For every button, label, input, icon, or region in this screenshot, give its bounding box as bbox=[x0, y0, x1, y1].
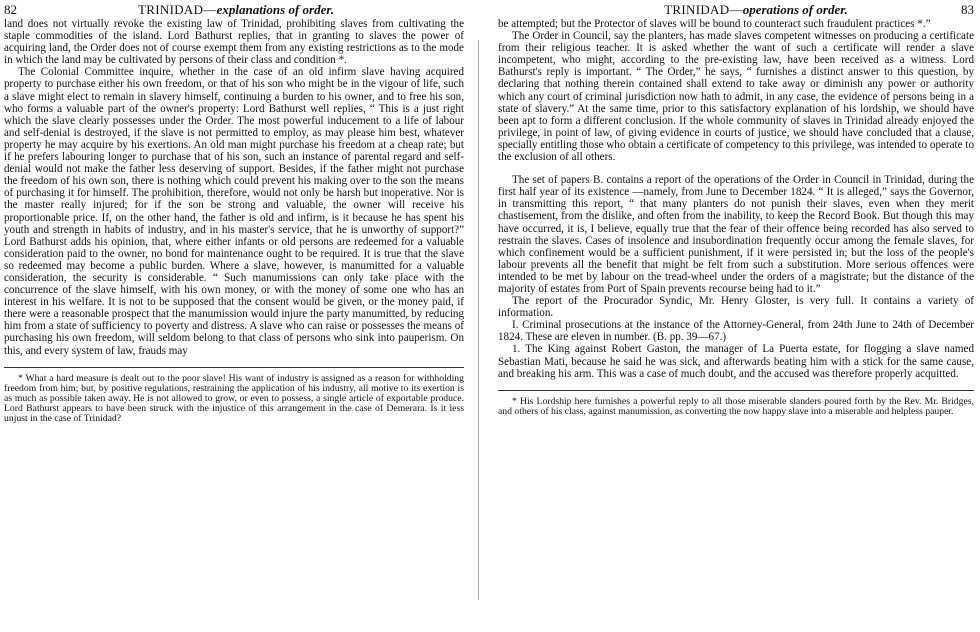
footnote-text: * His Lordship here furnishes a powerful reply to all those miserable slanders poured forth by the Rev. Mr. Bridges, and others of his class, against manumission, as converting the now happy slave into a miserable and helpless pauper. bbox=[498, 395, 974, 417]
running-head-prefix: TRINIDAD— bbox=[664, 2, 743, 17]
right-page-header bbox=[492, 2, 980, 18]
paragraph: The Order in Council, say the planters, has made slaves competent witnesses on producing a certificate from their religious teacher. It is asked whether the want of such a certificate will render a slave incompetent, who might, according to the pre-existing law, have been received as a witness. Lord Bathurst's reply is important. “ The Order,” he says, “ furnishes a distinct answer to this question, by declaring that nothing therein contained shall extend to take away or diminish any power or authority which any court of criminal jurisdiction now hath to admit, in any case, the evidence of persons being in a state of slavery.” At the same time, prior to this satisfactory explanation of his lordship, we should have been apt to form a different conclusion. If the whole community of slaves in Trinidad already enjoyed the privilege, in point of law, of giving evidence in courts of justice, we should have concluded that a clause, specially entitling those who obtain a certificate of competency to this privilege, was intended to operate to the exclusion of all others. bbox=[498, 30, 974, 164]
page-number: 82 bbox=[4, 2, 17, 17]
paragraph: The set of papers B. contains a report of the operations of the Order in Council in Trinidad, during the first half year of its existence —namely, from June to December 1824. “ It is alleged,” says the Governor, in transmitting this report, “ that many planters do not punish their slaves, even when they merit chastisement, from the dislike, and often from the inability, to keep the Record Book. But though this may have occurred, it is, I believe, equally true that the fear of their offence being recorded has also served to restrain the slaves. Cases of insolence and insubordination frequently occur among the female slaves, for which confinement would be a sufficient punishment, if it were persisted in; but the loss of the people's labour prevents all the benefit that might be felt from such a substitution. More serious offences were intended to be met by labour on the tread-wheel under the orders of a magistrate; but the distance of the majority of estates from Port of Spain prevents recourse being had to it.” bbox=[498, 174, 974, 295]
running-head-title: explanations of order. bbox=[216, 2, 334, 17]
running-head-title: operations of order. bbox=[742, 2, 848, 17]
left-page-header bbox=[0, 2, 472, 18]
body-text bbox=[498, 18, 974, 380]
running-head-prefix: TRINIDAD— bbox=[138, 2, 217, 17]
book-gutter bbox=[478, 40, 485, 600]
paragraph: land does not virtually revoke the existing law of Trinidad, prohibiting slaves from cultivating the staple commodities of the island. Lord Bathurst replies, that in granting to slaves the power of acquiring land, the Order does not of course exempt them from any existing restrictions as to the mode in which the land may be cultivated by persons of their class and condition *. bbox=[4, 18, 464, 67]
running-head bbox=[492, 2, 980, 18]
paragraph: be attempted; but the Protector of slaves will be bound to counteract such fraudulent practices *.” bbox=[498, 18, 931, 30]
left-page bbox=[0, 0, 472, 632]
right-page bbox=[492, 0, 980, 632]
page-number: 83 bbox=[961, 2, 974, 17]
running-head bbox=[0, 2, 472, 18]
footnote-rule bbox=[4, 367, 464, 368]
paragraph: I. Criminal prosecutions at the instance of the Attorney-General, from 24th June to 24th of December 1824. These are eleven in number. (B. pp. 39—67.) bbox=[498, 319, 974, 344]
body-text bbox=[4, 18, 464, 357]
footnote bbox=[4, 374, 464, 424]
paragraph: The report of the Procurador Syndic, Mr. Henry Gloster, is very full. It contains a variety of information. bbox=[498, 295, 974, 320]
footnote-text: * What a hard measure is dealt out to the poor slave! His want of industry is assigned as a reason for withholding freedom from him; but, by positive regulations, restraining the application of his industry, all motive to its exertion is as much as possible taken away. He is not allowed to grow, or even to possess, a single article of exportable produce. Lord Bathurst appears to have been struck with the injustice of this arrangement in the case of Demerara. Is it less unjust in the case of Trinidad? bbox=[4, 372, 464, 424]
footnote-rule bbox=[498, 390, 974, 391]
paragraph: 1. The King against Robert Gaston, the manager of La Puerta estate, for flogging a slave named Sebastian Mati, because he said he was sick, and afterwards beating him with a stick for the same cause, and breaking his arm. This was a case of much doubt, and the accused was therefore properly acquitted. bbox=[498, 343, 974, 380]
footnote bbox=[498, 397, 974, 417]
paragraph: The Colonial Committee inquire, whether in the case of an old infirm slave having acquired property to purchase either his own freedom, or that of his son who might be in the vigour of life, such a slave might elect to remain in slavery himself, continuing a burden to his owner, and to free his son, who forms a valuable part of the owner's property: Lord Bathurst well replies, “ This is a just right which the slave clearly possesses under the Order. The most powerful inducement to a life of labour and self-denial is destroyed, if the slave is not permitted to employ, as may please him best, whatever property he may acquire by his exertions. An old man might purchase his freedom at a cheap rate; but if he prefers labouring longer to purchase that of his son, such an instance of parental regard and self-denial would not make the father less deserving of support. Besides, if the father might not purchase the freedom of his own son, there is nothing which could prevent his making over to the son the means of purchasing it for himself. The prohibition, therefore, would not only be harsh but inoperative. Nor is the master really injured; for if the son be strong and valuable, the owner will receive his proportionable price. If, on the other hand, the father is old and infirm, is it because he has spent his youth and strength in habits of industry, and in his master's service, that he is unworthy of support?” Lord Bathurst adds his opinion, that, where either infants or old persons are redeemed for a valuable consideration paid to the owner, no bond for maintenance ought to be required. It is true that the slave so redeemed may become a public burden. Where a slave, however, is manumitted for a valuable consideration, the security is considerable. “ Such manumissions can only take place with the concurrence of the slave himself, with his own money, or with the money of some one who has an interest in his welfare. It is not to be supposed that the consent would be given, or the money paid, if there were a reasonable prospect that the manumission would injure the party manumitted, by reducing him from a state of sufficiency to poverty and distress. A slave who can raise or possesses the means of purchasing his own freedom, will seldom belong to that class of persons who sink into pauperism. On this, and every system of law, frauds may bbox=[4, 66, 464, 357]
